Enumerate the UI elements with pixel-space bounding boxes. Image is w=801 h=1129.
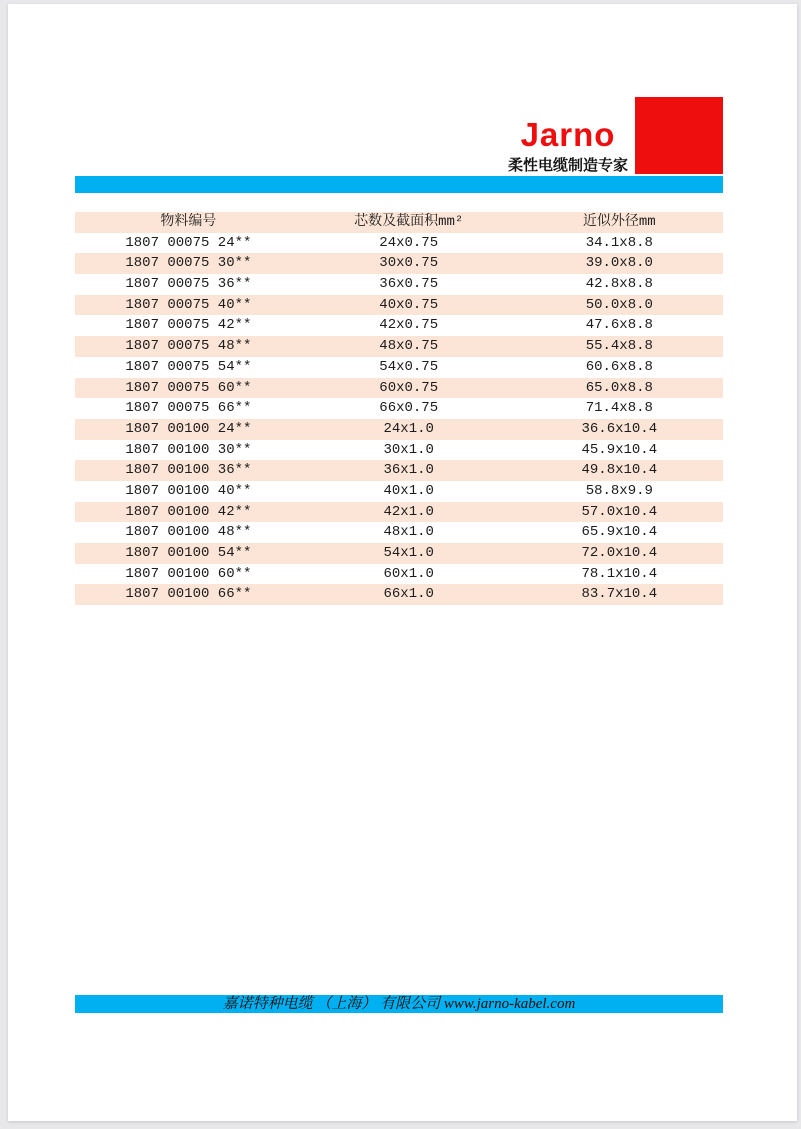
table-cell: 36x1.0 [383,462,434,479]
table-cell: 1807 00075 66** [125,400,252,417]
table-row [75,274,723,295]
table-cell: 24x1.0 [383,420,434,437]
footer-company-text: 嘉诺特种电缆 （上海） 有限公司 www.jarno-kabel.com [222,996,576,1012]
table-row [75,564,723,585]
brand-tagline: 柔性电缆制造专家 [507,157,628,174]
table-cell: 48x0.75 [379,338,439,355]
table-cell: 45.9x10.4 [581,441,658,458]
col-header-material-number: 物料编号 [160,214,217,230]
table-cell: 1807 00100 36** [125,462,252,479]
table-cell: 1807 00100 48** [125,524,252,541]
table-cell: 55.4x8.8 [585,338,653,355]
table-body [75,233,723,605]
table-row [75,502,723,523]
table-cell: 50.0x8.0 [585,296,653,313]
table-cell: 54x0.75 [379,358,439,375]
table-cell: 49.8x10.4 [581,462,658,479]
table-row [75,295,723,316]
table-cell: 1807 00075 42** [125,317,252,334]
table-cell: 60.6x8.8 [585,358,653,375]
col-header-outer-diameter: 近似外径mm [582,214,656,230]
table-cell: 60x1.0 [383,565,434,582]
table-cell: 1807 00100 42** [125,503,252,520]
table-row [75,440,723,461]
table-cell: 34.1x8.8 [585,234,653,251]
table-cell: 72.0x10.4 [581,545,658,561]
table-row [75,253,723,274]
table-cell: 1807 00100 40** [125,482,252,499]
table-cell: 1807 00075 54** [125,358,252,375]
table-cell: 1807 00100 60** [125,565,252,582]
table-cell: 1807 00075 30** [125,255,252,272]
table-cell: 36.6x10.4 [581,420,658,437]
table-row [75,419,723,440]
table-cell: 47.6x8.8 [585,317,653,334]
table-cell: 83.7x10.4 [581,586,658,603]
catalog-page [8,4,797,1121]
table-row [75,336,723,357]
table-cell: 65.0x8.8 [585,379,653,396]
table-cell: 40x1.0 [383,482,434,499]
table-cell: 42x1.0 [383,503,434,520]
table-cell: 1807 00075 36** [125,276,252,293]
table-cell: 1807 00100 54** [125,545,252,561]
table-cell: 71.4x8.8 [585,400,653,417]
table-cell: 30x1.0 [383,441,434,458]
table-cell: 40x0.75 [379,296,439,313]
table-cell: 42x0.75 [379,317,439,334]
table-cell: 1807 00100 30** [125,441,252,458]
table-row [75,378,723,399]
cable-spec-table [75,212,723,605]
table-cell: 24x0.75 [379,234,439,251]
table-cell: 54x1.0 [383,545,434,561]
logo [501,97,635,174]
table-row [75,584,723,605]
table-row [75,398,723,419]
table-cell: 1807 00075 40** [125,296,252,313]
logo-red-square [635,97,723,174]
footer-bar [75,995,723,1013]
table-cell: 30x0.75 [379,255,439,272]
table-cell: 1807 00075 60** [125,379,252,396]
table-header-row [75,212,723,233]
table-cell: 1807 00100 24** [125,420,252,437]
table-cell: 57.0x10.4 [581,503,658,520]
table-cell: 58.8x9.9 [585,482,653,499]
table-cell: 1807 00075 24** [125,234,252,251]
table-cell: 42.8x8.8 [585,276,653,293]
brand-name: Jarno [520,116,616,153]
table-cell: 78.1x10.4 [581,565,658,582]
table-row [75,543,723,564]
table-row [75,481,723,502]
table-cell: 39.0x8.0 [585,255,653,272]
table-row [75,522,723,543]
table-cell: 66x0.75 [379,400,439,417]
table-cell: 1807 00100 66** [125,586,252,603]
table-row [75,460,723,481]
header-accent-bar [75,176,723,193]
table-cell: 60x0.75 [379,379,439,396]
col-header-core-count-section: 芯数及截面积mm² [354,214,464,230]
table-cell: 65.9x10.4 [581,524,658,541]
table-row [75,315,723,336]
table-cell: 36x0.75 [379,276,439,293]
table-cell: 48x1.0 [383,524,434,541]
table-row [75,357,723,378]
table-row [75,233,723,254]
table-cell: 66x1.0 [383,586,434,603]
table-cell: 1807 00075 48** [125,338,252,355]
